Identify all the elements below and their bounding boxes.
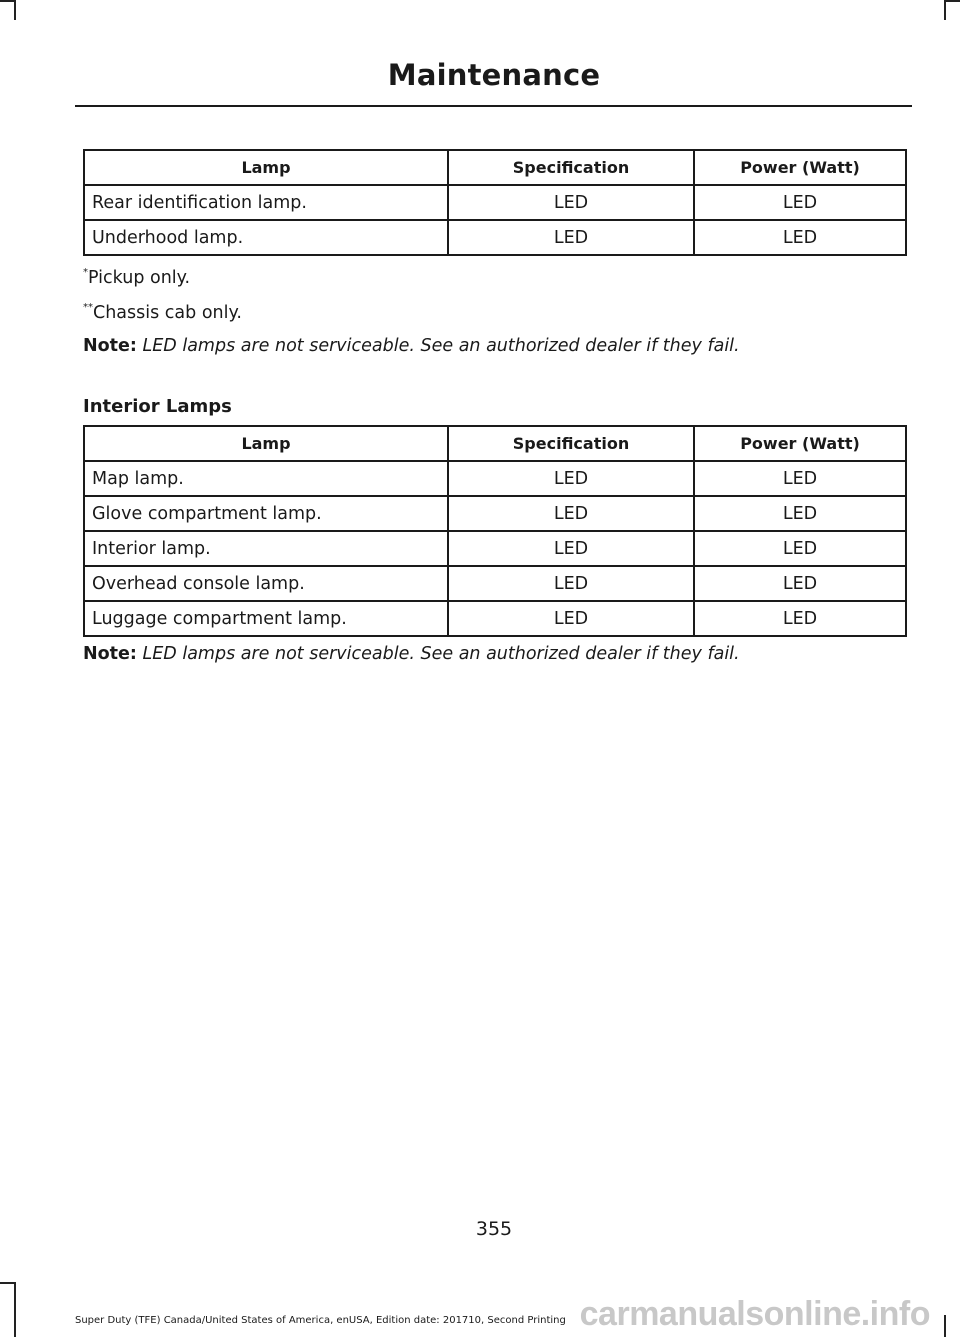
footnote-chassis bbox=[83, 302, 242, 323]
column-header-power: Power (Watt) bbox=[694, 426, 906, 461]
footnote-marker: ** bbox=[83, 302, 93, 313]
page-title: Maintenance bbox=[387, 58, 601, 92]
cell-lamp: Glove compartment lamp. bbox=[84, 496, 448, 531]
crop-mark bbox=[14, 0, 16, 20]
table-row bbox=[84, 566, 906, 601]
table-row bbox=[84, 461, 906, 496]
crop-mark bbox=[944, 0, 946, 20]
cell-specification: LED bbox=[448, 566, 694, 601]
cell-power: LED bbox=[694, 531, 906, 566]
cell-specification: LED bbox=[448, 220, 694, 255]
cell-power: LED bbox=[694, 461, 906, 496]
cell-power: LED bbox=[694, 220, 906, 255]
header-rule bbox=[75, 105, 912, 107]
column-header-specification: Specification bbox=[448, 426, 694, 461]
crop-mark bbox=[14, 1282, 16, 1337]
footer-text: Super Duty (TFE) Canada/United States of America, enUSA, Edition date: 201710, Second Printing bbox=[75, 1315, 566, 1326]
cell-lamp: Overhead console lamp. bbox=[84, 566, 448, 601]
note bbox=[83, 644, 740, 664]
cell-specification: LED bbox=[448, 185, 694, 220]
cell-specification: LED bbox=[448, 601, 694, 636]
crop-mark bbox=[944, 0, 960, 2]
cell-specification: LED bbox=[448, 531, 694, 566]
cell-lamp: Map lamp. bbox=[84, 461, 448, 496]
note-text: LED lamps are not serviceable. See an authorized dealer if they fail. bbox=[142, 644, 740, 664]
table-row bbox=[84, 185, 906, 220]
cell-power: LED bbox=[694, 566, 906, 601]
table-row bbox=[84, 531, 906, 566]
table-row bbox=[84, 496, 906, 531]
cell-specification: LED bbox=[448, 496, 694, 531]
table-row bbox=[84, 220, 906, 255]
footnote-pickup bbox=[83, 267, 190, 288]
note-label: Note: bbox=[83, 644, 137, 664]
cell-power: LED bbox=[694, 185, 906, 220]
footnote-marker: * bbox=[83, 267, 88, 278]
column-header-lamp: Lamp bbox=[84, 150, 448, 185]
section-heading: Interior Lamps bbox=[83, 396, 232, 417]
column-header-specification: Specification bbox=[448, 150, 694, 185]
column-header-lamp: Lamp bbox=[84, 426, 448, 461]
footnote-text: Chassis cab only. bbox=[93, 303, 242, 323]
note bbox=[83, 336, 740, 356]
table-row bbox=[84, 601, 906, 636]
cell-specification: LED bbox=[448, 461, 694, 496]
crop-mark bbox=[0, 1282, 16, 1284]
cell-lamp: Luggage compartment lamp. bbox=[84, 601, 448, 636]
cell-lamp: Interior lamp. bbox=[84, 531, 448, 566]
cell-power: LED bbox=[694, 496, 906, 531]
cell-lamp: Rear identification lamp. bbox=[84, 185, 448, 220]
note-text: LED lamps are not serviceable. See an authorized dealer if they fail. bbox=[142, 336, 740, 356]
exterior-lamp-table bbox=[83, 149, 907, 256]
footnote-text: Pickup only. bbox=[88, 268, 191, 288]
watermark: carmanualsonline.info bbox=[579, 1295, 930, 1333]
table-header-row bbox=[84, 150, 906, 185]
page-number: 355 bbox=[475, 1218, 513, 1240]
table-header-row bbox=[84, 426, 906, 461]
note-label: Note: bbox=[83, 336, 137, 356]
interior-lamp-table bbox=[83, 425, 907, 637]
cell-lamp: Underhood lamp. bbox=[84, 220, 448, 255]
column-header-power: Power (Watt) bbox=[694, 150, 906, 185]
crop-mark bbox=[944, 1315, 946, 1337]
cell-power: LED bbox=[694, 601, 906, 636]
